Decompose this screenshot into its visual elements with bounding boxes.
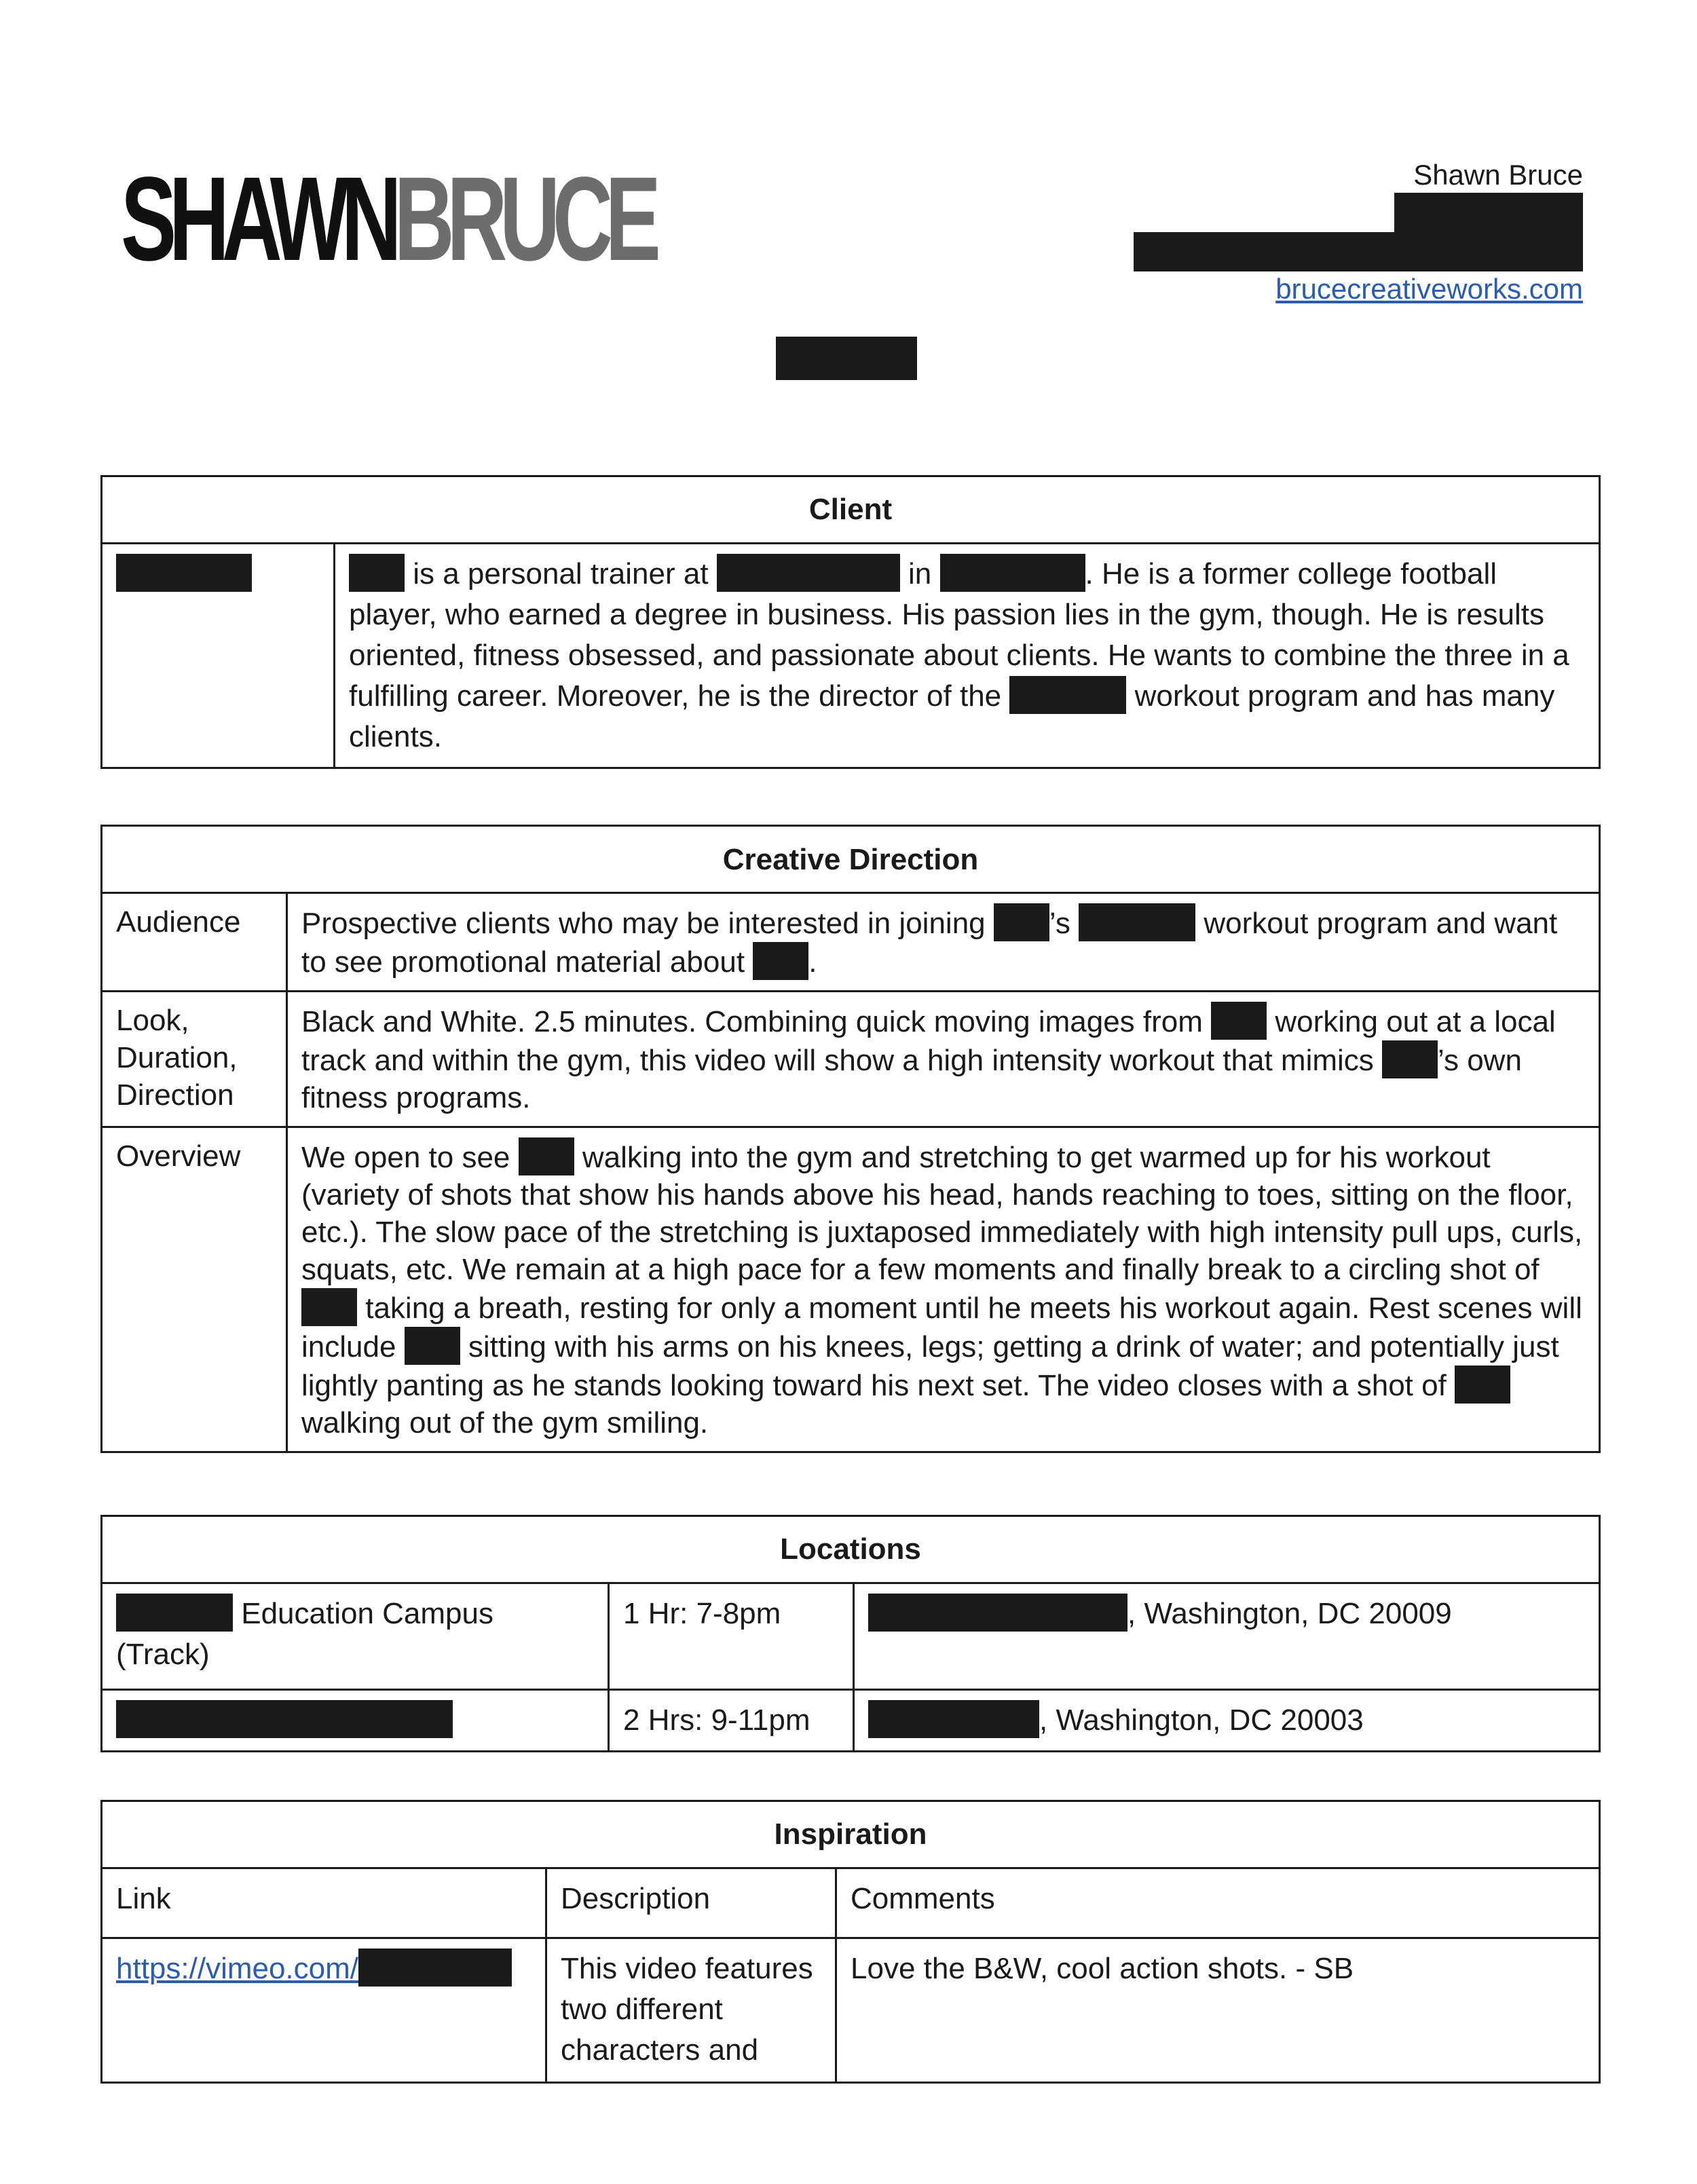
client-table bbox=[100, 475, 1601, 769]
inspiration-comments: Love the B&W, cool action shots. - SB bbox=[836, 1938, 1600, 2083]
inspiration-heading: Inspiration bbox=[102, 1801, 1600, 1868]
look-label-line: Duration, bbox=[116, 1041, 238, 1074]
redacted-name bbox=[1211, 1002, 1267, 1040]
contact-name: Shawn Bruce bbox=[1413, 159, 1583, 191]
overview-text bbox=[287, 1127, 1600, 1452]
client-text: . He is a former college football player, who earned a degree in business. His passion lies in the gym, though. He is results oriented, fitness obsessed, and passionate about clients. He wants to combine the three in a fulfilling career. Moreover, he is the director of the bbox=[349, 557, 1569, 713]
client-heading: Client bbox=[102, 476, 1600, 544]
audience-text bbox=[287, 893, 1600, 992]
redacted-email bbox=[1134, 232, 1583, 271]
audience-fragment: Prospective clients who may be interested in joining bbox=[301, 907, 994, 940]
location-address bbox=[854, 1583, 1600, 1690]
redacted-gym bbox=[717, 554, 900, 592]
location-address-text: , Washington, DC 20009 bbox=[1127, 1597, 1452, 1630]
redacted-name bbox=[405, 1327, 460, 1365]
overview-fragment: taking a breath, resting for only a moment until he meets his workout again. Rest scenes will include bbox=[301, 1292, 1582, 1363]
redacted-name bbox=[301, 1288, 357, 1326]
overview-fragment: walking out of the gym smiling. bbox=[301, 1406, 709, 1439]
redacted-location bbox=[116, 1594, 233, 1632]
redacted-client-name bbox=[116, 554, 252, 592]
client-text: workout program and has many clients. bbox=[349, 679, 1555, 753]
look-fragment: working out at a local track and within the gym, this video will show a high intensity workout that mimics bbox=[301, 1005, 1556, 1077]
client-description bbox=[335, 544, 1600, 768]
location-address-text: , Washington, DC 20003 bbox=[1039, 1703, 1364, 1737]
overview-fragment: walking into the gym and stretching to get warmed up for his workout (variety of shots that show his hands above his head, hands reaching to toes, sitting on the floor, etc.). The slow pace of the stretching is juxtaposed immediately with high intensity pull ups, curls, squats, etc. We remain at a high pace for a few moments and finally break to a circling shot of bbox=[301, 1141, 1583, 1286]
look-fragment: ’s own fitness programs. bbox=[301, 1044, 1522, 1114]
look-label bbox=[102, 992, 287, 1127]
audience-fragment: workout program and want to see promotional material about bbox=[301, 907, 1558, 979]
overview-fragment: sitting with his arms on his knees, legs; getting a drink of water; and potentially just lightly panting as he stands looking toward his next set. The video closes with a shot of bbox=[301, 1330, 1559, 1402]
location-time: 1 Hr: 7-8pm bbox=[609, 1583, 854, 1690]
logo-second-word: BRUCE bbox=[394, 153, 654, 286]
redacted-location bbox=[116, 1700, 453, 1738]
inspiration-description: This video features two different characters and bbox=[546, 1938, 836, 2083]
look-fragment: Black and White. 2.5 minutes. Combining quick moving images from bbox=[301, 1005, 1212, 1038]
locations-heading: Locations bbox=[102, 1516, 1600, 1583]
look-label-line: Direction bbox=[116, 1078, 234, 1112]
redacted-name bbox=[1382, 1040, 1438, 1078]
audience-fragment: ’s bbox=[1049, 907, 1079, 940]
location-address bbox=[854, 1690, 1600, 1752]
redacted-name bbox=[753, 942, 808, 980]
website-link[interactable]: brucecreativeworks.com bbox=[1275, 273, 1583, 305]
logo-first-word: SHAWN bbox=[121, 153, 394, 286]
location-name bbox=[102, 1690, 609, 1752]
look-text bbox=[287, 992, 1600, 1127]
client-text: in bbox=[899, 557, 940, 590]
location-time: 2 Hrs: 9-11pm bbox=[609, 1690, 854, 1752]
redacted-program bbox=[1009, 676, 1126, 714]
inspiration-link-cell bbox=[102, 1938, 546, 2083]
redacted-name bbox=[1455, 1366, 1510, 1404]
location-name-text: Education Campus (Track) bbox=[116, 1597, 493, 1671]
column-header-comments: Comments bbox=[836, 1868, 1600, 1938]
brand-logo bbox=[121, 153, 654, 286]
redacted-video-id bbox=[358, 1948, 512, 1987]
overview-fragment: We open to see bbox=[301, 1141, 519, 1174]
column-header-description: Description bbox=[546, 1868, 836, 1938]
audience-fragment: . bbox=[808, 945, 817, 979]
redacted-name bbox=[994, 903, 1049, 941]
redacted-document-title bbox=[776, 337, 917, 380]
contact-block bbox=[1134, 157, 1583, 307]
overview-label: Overview bbox=[102, 1127, 287, 1452]
redacted-city bbox=[940, 554, 1085, 592]
redacted-program bbox=[1079, 903, 1195, 941]
column-header-link: Link bbox=[102, 1868, 546, 1938]
location-name bbox=[102, 1583, 609, 1690]
redacted-name bbox=[519, 1137, 574, 1175]
redacted-street bbox=[868, 1594, 1127, 1632]
redacted-phone bbox=[1394, 193, 1583, 232]
audience-label: Audience bbox=[102, 893, 287, 992]
redacted-street bbox=[868, 1700, 1039, 1738]
vimeo-link[interactable]: https://vimeo.com/ bbox=[116, 1952, 359, 1985]
client-text: is a personal trainer at bbox=[405, 557, 717, 590]
creative-heading: Creative Direction bbox=[102, 826, 1600, 893]
inspiration-table bbox=[100, 1800, 1601, 2084]
creative-direction-table bbox=[100, 825, 1601, 1453]
redacted-name bbox=[349, 554, 405, 592]
client-name-cell bbox=[102, 544, 335, 768]
look-label-line: Look, bbox=[116, 1004, 189, 1037]
locations-table bbox=[100, 1515, 1601, 1752]
